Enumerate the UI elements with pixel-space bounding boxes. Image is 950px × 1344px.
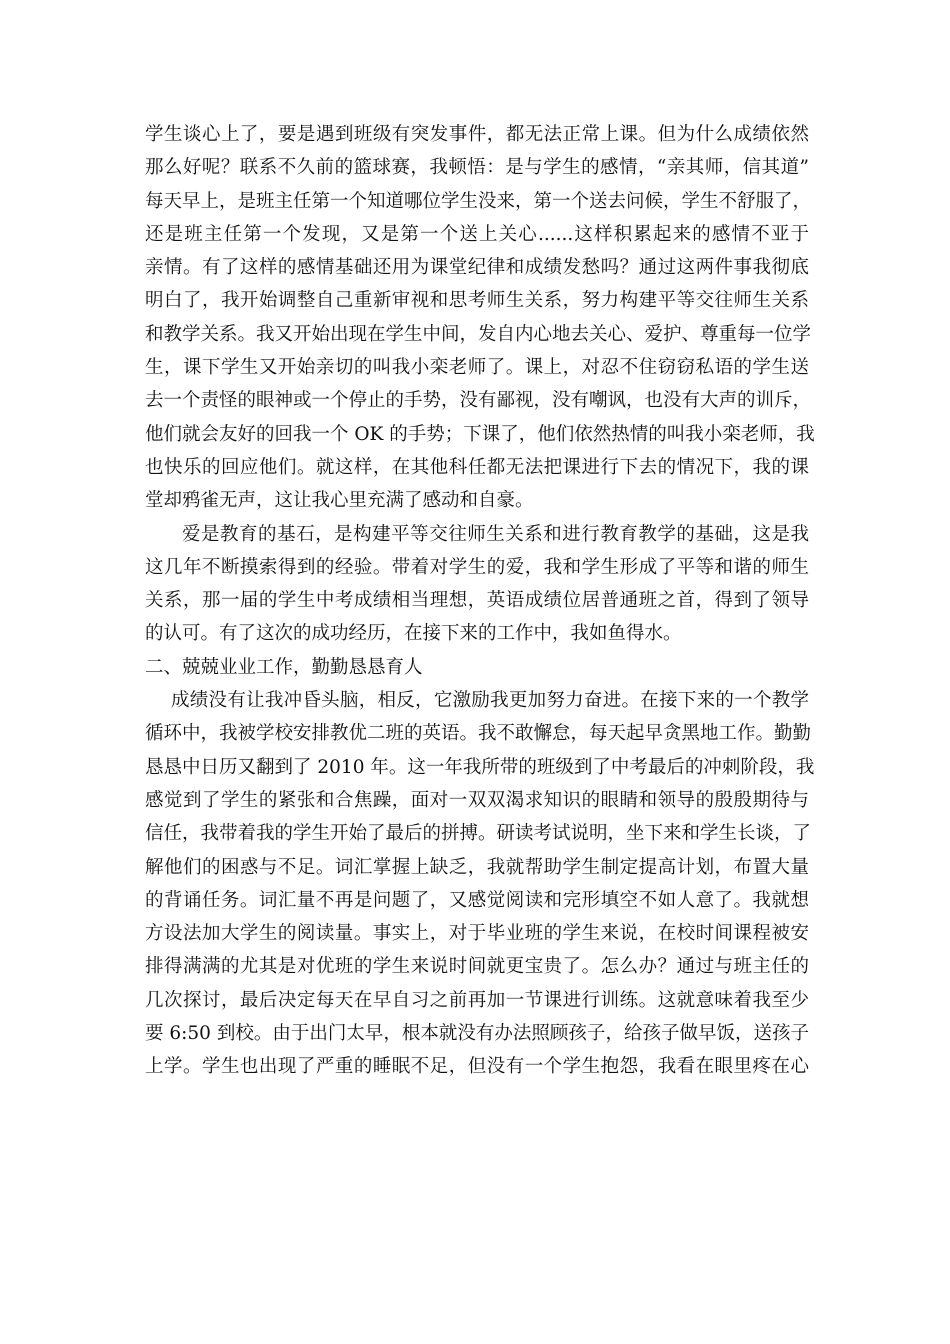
paragraph-relationship: [145, 118, 815, 518]
text-line: 关系，那一届的学生中考成绩相当理想，英语成绩位居普通班之首，得到了领导: [145, 590, 809, 612]
text-line: 学生谈心上了，要是遇到班级有突发事件，都无法正常上课。但为什么成绩依然: [145, 124, 809, 145]
text-line: 要 6:50 到校。由于出门太早，根本就没有办法照顾孩子，给孩子做早饭，送孩子: [145, 1023, 809, 1045]
text-line: 那么好呢？联系不久前的篮球赛，我顿悟：是与学生的感情，“亲其师，信其道”: [145, 157, 809, 179]
text-line: 这几年不断摸索得到的经验。带着对学生的爱，我和学生形成了平等和谐的师生: [145, 556, 809, 578]
text-line: 信任，我带着我的学生开始了最后的拼搏。研读考试说明，坐下来和学生长谈，了: [145, 823, 812, 845]
text-line: 堂却鸦雀无声，这让我心里充满了感动和自豪。: [145, 490, 534, 512]
text-line: 也快乐的回应他们。就这样，在其他科任都无法把课进行下去的情况下，我的课: [145, 456, 809, 478]
text-line: 成绩没有让我冲昏头脑，相反，它激励我更加努力奋进。在接下来的一个教学: [171, 690, 809, 712]
text-line: 亲情。有了这样的感情基础还用为课堂纪律和成绩发愁吗？通过这两件事我彻底: [145, 257, 809, 279]
text-line: 的认可。有了这次的成功经历，在接下来的工作中，我如鱼得水。: [145, 623, 682, 645]
text-line: 感觉到了学生的紧张和合焦躁，面对一双双渴求知识的眼睛和领导的殷殷期待与: [145, 789, 809, 811]
text-line: 每天早上，是班主任第一个知道哪位学生没来，第一个送去问候，学生不舒服了，: [145, 190, 812, 212]
text-line: 几次探讨，最后决定每天在早自习之前再加一节课进行训练。这就意味着我至少: [145, 989, 809, 1011]
text-line: 排得满满的尤其是对优班的学生来说时间就更宝贵了。怎么办？通过与班主任的: [145, 956, 809, 978]
text-line: 爱是教育的基石，是构建平等交往师生关系和进行教育教学的基础，这是我: [182, 523, 809, 545]
text-line: 还是班主任第一个发现，又是第一个送上关心......这样积累起来的感情不亚于: [145, 223, 809, 245]
text-line: 明白了，我开始调整自己重新审视和思考师生关系，努力构建平等交往师生关系: [145, 290, 809, 312]
text-line: 上学。学生也出现了严重的睡眠不足，但没有一个学生抱怨，我看在眼里疼在心: [145, 1056, 809, 1078]
text-line: 和教学关系。我又开始出现在学生中间，发自内心地去关心、爱护、尊重每一位学: [145, 323, 812, 345]
paragraph-love-foundation: [145, 518, 809, 651]
text-line: 生，课下学生又开始亲切的叫我小栾老师了。课上，对忍不住窃窃私语的学生送: [145, 357, 809, 379]
document-body: [145, 118, 815, 1084]
text-line: 方设法加大学生的阅读量。事实上，对于毕业班的学生来说，在校时间课程被安: [145, 923, 809, 945]
text-line: 去一个责怪的眼神或一个停止的手势，没有鄙视，没有嘲讽，也没有大声的训斥，: [145, 390, 812, 412]
text-line: 他们就会友好的回我一个 OK 的手势；下课了，他们依然热情的叫我小栾老师，我: [145, 423, 815, 445]
paragraph-diligent-work: [145, 684, 815, 1084]
section-heading: 二、兢兢业业工作，勤勤恳恳育人: [145, 656, 423, 678]
text-line: 恳恳中日历又翻到了 2010 年。这一年我所带的班级到了中考最后的冲刺阶段，我: [145, 756, 815, 778]
text-line: 循环中，我被学校安排教优二班的英语。我不敢懈怠，每天起早贪黑地工作。勤勤: [145, 723, 812, 745]
text-line: 解他们的困惑与不足。词汇掌握上缺乏，我就帮助学生制定提高计划，布置大量: [145, 856, 809, 878]
text-line: 的背诵任务。词汇量不再是问题了，又感觉阅读和完形填空不如人意了。我就想: [145, 889, 809, 911]
